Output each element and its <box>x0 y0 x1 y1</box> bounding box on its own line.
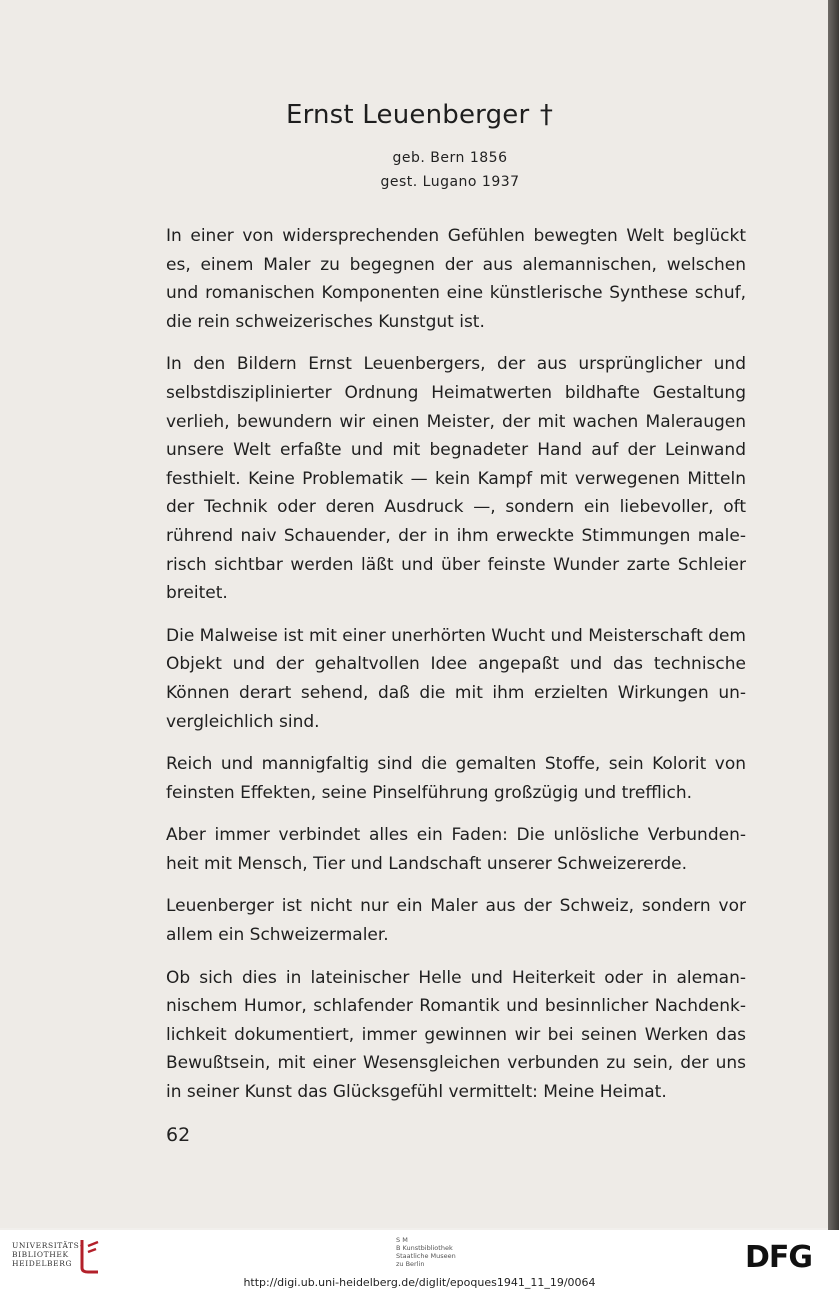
logo-line: B Kunstbibliothek <box>396 1244 453 1252</box>
paragraph: Reich und mannigfaltig sind die gemalten Stoffe, sein Kolorit von feinsten Effekten, seine Pinselführung großzügig und trefflich. <box>166 754 746 803</box>
kunstbibliothek-logo[interactable] <box>396 1236 456 1268</box>
article-body <box>166 222 746 1121</box>
paragraph: Die Malweise ist mit einer unerhörten Wucht und Meisterschaft dem Objekt und der gehaltvollen Idee angepaßt und das technische Können derart sehend, daß die mit ihm erzielten Wirkungen un-vergleichlich sind. <box>166 625 746 732</box>
paragraph: Ob sich dies in lateinischer Helle und Heiterkeit oder in aleman-nischem Humor, schlafender Romantik und besinnlicher Nachdenk-lichkeit dokumentiert, immer gewinnen wir bei seinen Werken das Bewußtsein, mit einer Wesensgleichen verbunden zu sein, der uns in seiner Kunst das Glücksgefühl vermittelt: Meine Heimat. <box>166 967 746 1103</box>
birth-line: geb. Bern 1856 <box>392 150 508 166</box>
logo-line: UNIVERSITÄTS- <box>12 1241 83 1250</box>
logo-line: Staatliche Museen <box>396 1252 456 1260</box>
logo-line: HEIDELBERG <box>12 1259 73 1268</box>
paragraph: Leuenberger ist nicht nur ein Maler aus der Schweiz, sondern vor allem ein Schweizermaler. <box>166 896 746 946</box>
cross-icon: † <box>539 100 554 130</box>
paragraph: In einer von widersprechenden Gefühlen bewegten Welt beglückt es, einem Maler zu begegnen der aus alemannischen, welschen und romanischen Komponenten eine künstlerische Synthese schuf, die rein schweizerisches Kunstgut ist. <box>166 226 746 332</box>
title-text: Ernst Leuenberger <box>285 100 530 130</box>
page-number: 62 <box>166 1124 191 1146</box>
logo-line: BIBLIOTHEK <box>12 1250 69 1259</box>
university-library-logo[interactable] <box>12 1241 83 1268</box>
university-emblem-icon <box>76 1238 102 1274</box>
article-title <box>0 100 839 130</box>
dfg-logo[interactable]: DFG <box>745 1240 813 1275</box>
paragraph: In den Bildern Ernst Leuenbergers, der aus ursprünglicher und selbstdisziplinierter Ordnung Heimatwerten bildhafte Gestaltung verlieh, bewundern wir einen Meister, der mit wachen Maleraugen unsere Welt erfaßte und mit begnadeter Hand auf der Leinwand festhielt. Keine Problematik — kein Kampf mit verwegenen Mitteln der Technik oder deren Ausdruck —, sondern ein liebevoller, oft rührend naiv Schauender, der in ihm erweckte Stimmungen male-risch sichtbar werden läßt und über feinste Wunder zarte Schleier breitet. <box>166 354 746 604</box>
paragraph: Aber immer verbindet alles ein Faden: Die unlösliche Verbunden-heit mit Mensch, Tier und Landschaft unserer Schweizererde. <box>166 825 746 874</box>
death-line: gest. Lugano 1937 <box>380 174 520 190</box>
permalink-url[interactable]: http://digi.ub.uni-heidelberg.de/diglit/epoques1941_11_19/0064 <box>243 1276 596 1289</box>
logo-line: S M <box>396 1236 408 1244</box>
logo-line: zu Berlin <box>396 1260 425 1268</box>
